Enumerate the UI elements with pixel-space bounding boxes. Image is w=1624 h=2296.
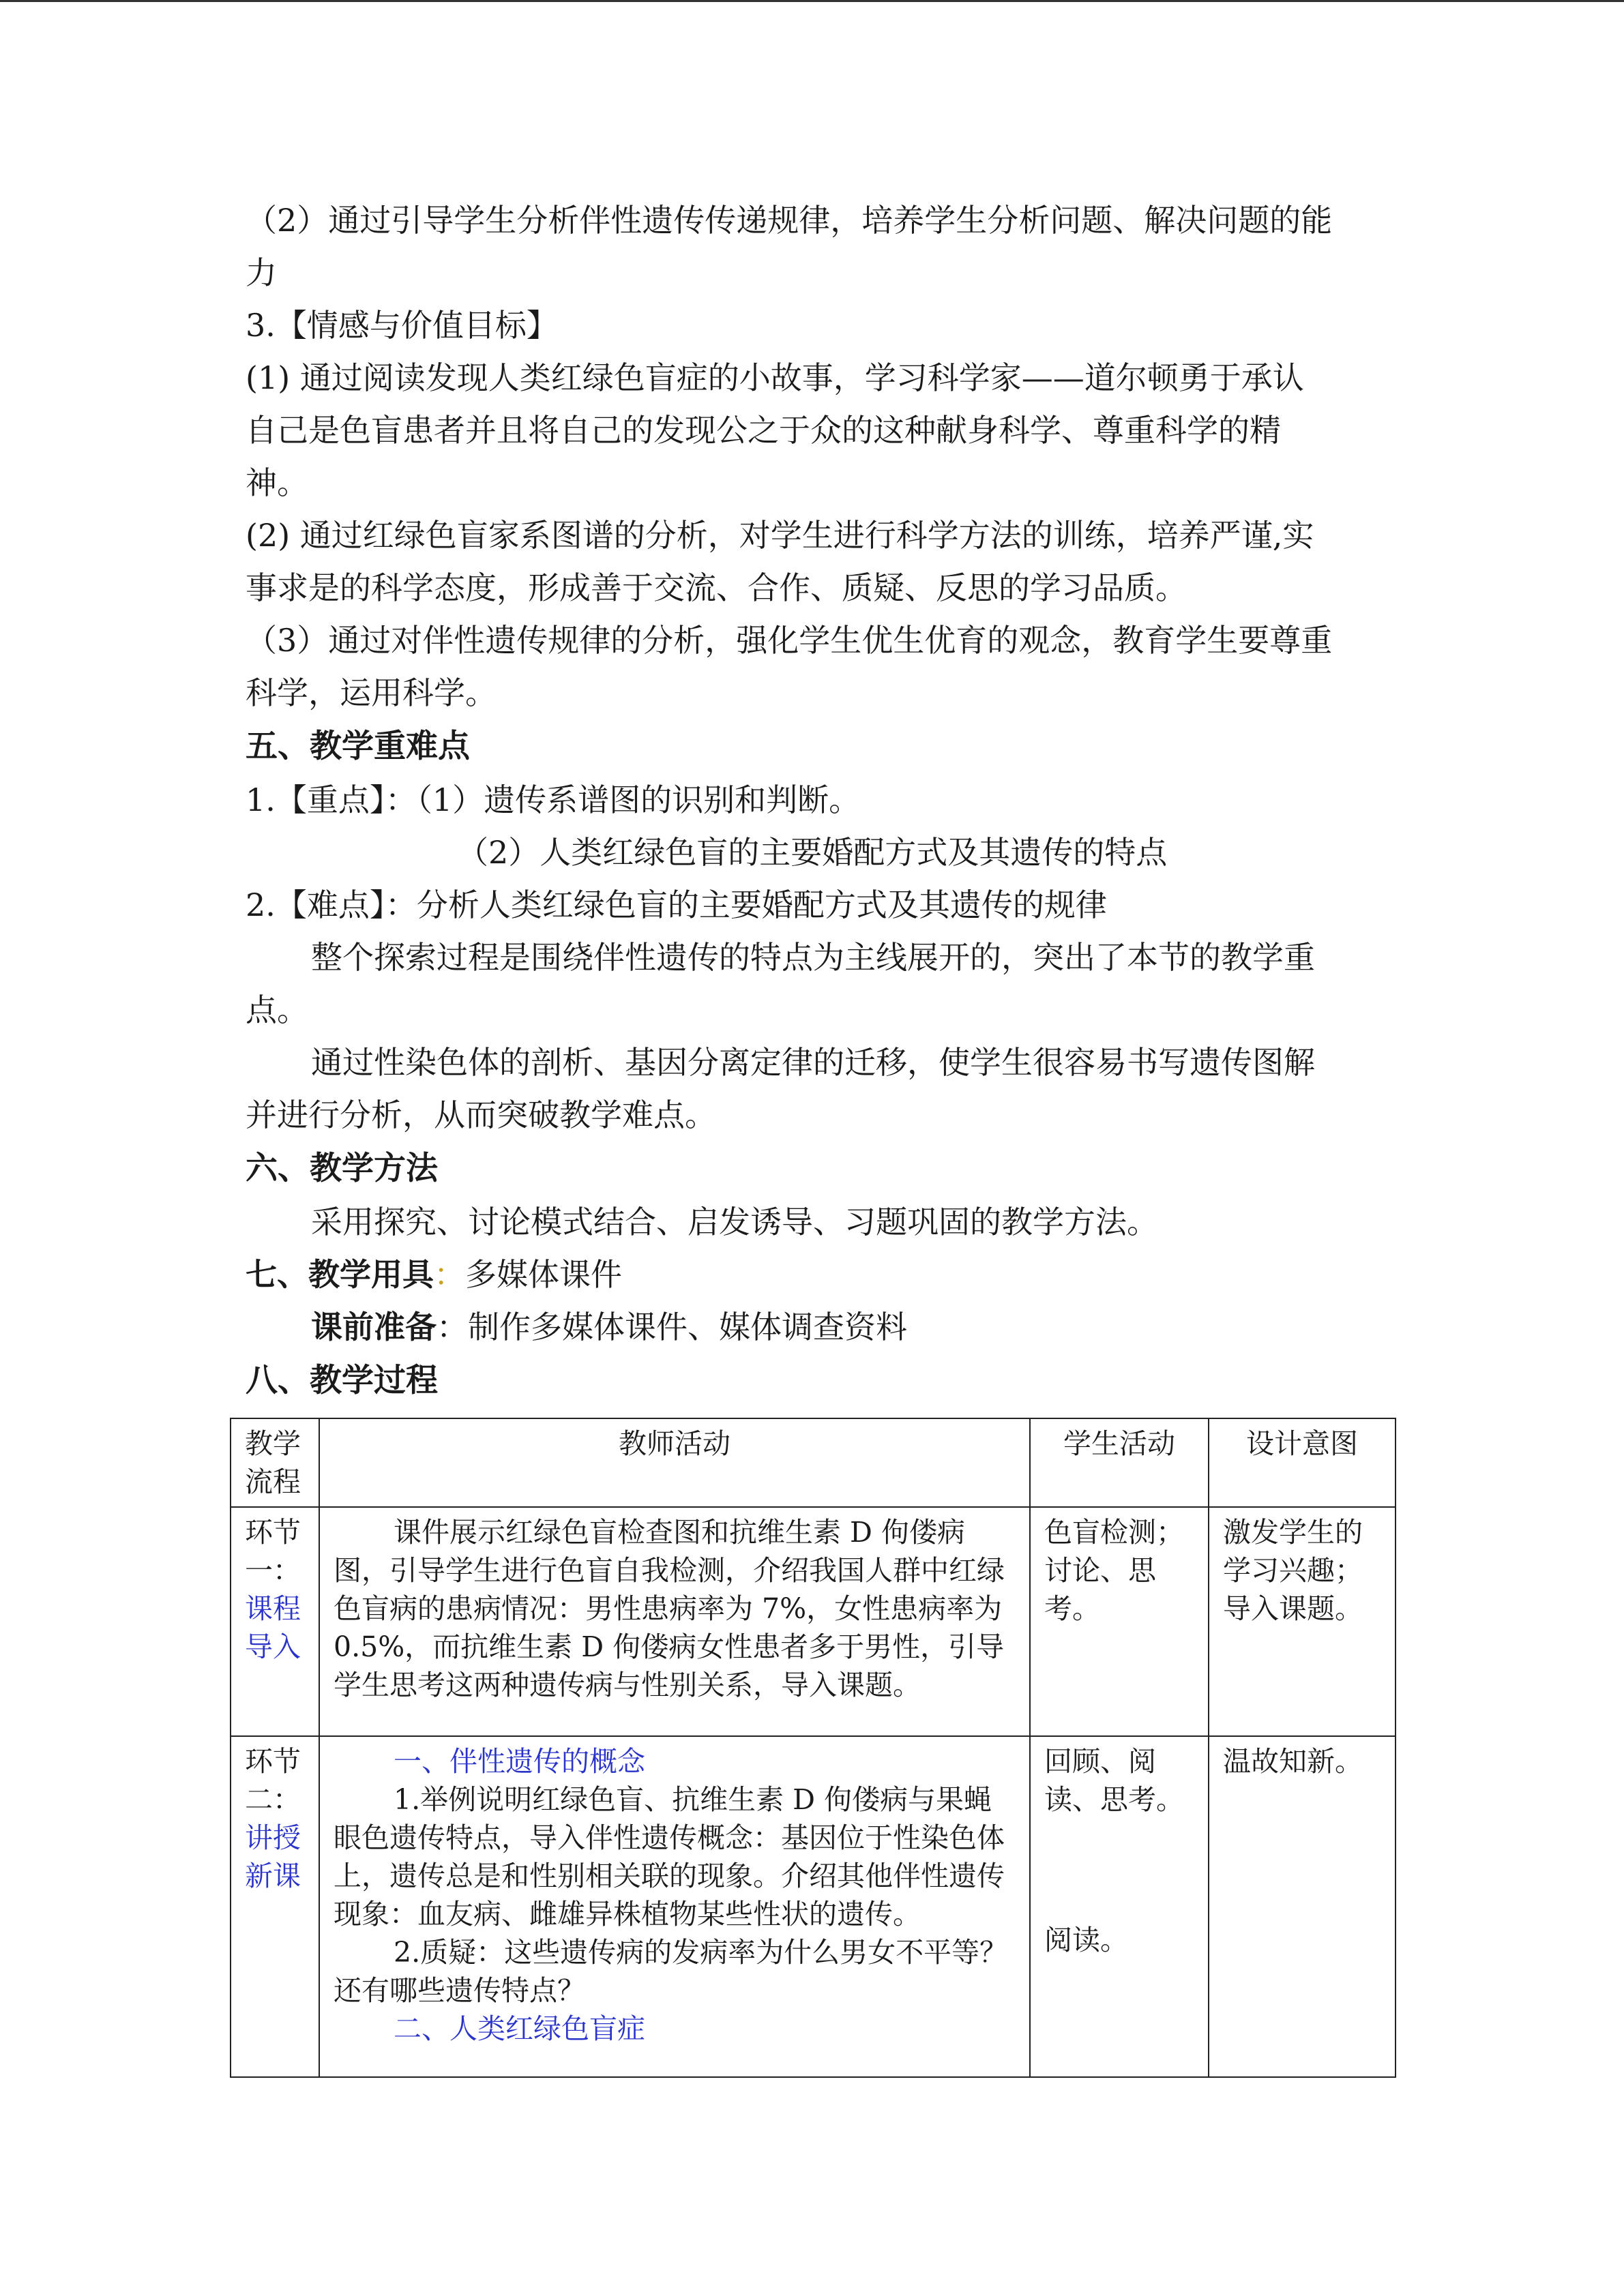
difficult-point: 2.【难点】：分析人类红绿色盲的主要婚配方式及其遗传的规律 (246, 886, 1107, 923)
section-7-separator: ： (434, 1256, 465, 1293)
teaching-process-table (230, 1418, 1396, 2078)
stage-name: 课程导入 (245, 1592, 301, 1663)
top-border-line (0, 0, 1624, 2)
design-intent-cell: 激发学生的学习兴趣；导入课题。 (1209, 1507, 1396, 1736)
teacher-activity-cell (319, 1507, 1030, 1736)
stage-cell (231, 1507, 319, 1736)
explore-paragraph-line2: 点。 (246, 992, 308, 1028)
analysis-paragraph-line2: 并进行分析，从而突破教学难点。 (246, 1097, 716, 1133)
header-student-activity: 学生活动 (1030, 1418, 1209, 1507)
ability-goal-2-line1: （2）通过引导学生分析伴性遗传传递规律，培养学生分析问题、解决问题的能 (246, 202, 1333, 239)
student-reading-text: 阅读。 (1044, 1924, 1128, 1956)
preparation-text: ：制作多媒体课件、媒体调查资料 (437, 1309, 907, 1345)
student-activity-text: 回顾、阅读、思考。 (1044, 1745, 1184, 1816)
concept-paragraph: 1.举例说明红绿色盲、抗维生素 D 佝偻病与果蝇眼色遗传特点，导入伴性遗传概念：基因位于性染色体上，遗传总是和性别相关联的现象。介绍其他伴性遗传现象：血友病、雌雄异株植物某些性状的遗传。 (334, 1783, 1005, 1930)
teaching-method-text: 采用探究、讨论模式结合、启发诱导、习题巩固的教学方法。 (311, 1204, 1158, 1240)
emotion-goal-heading: 3.【情感与价值目标】 (246, 307, 558, 344)
student-activity-cell (1030, 1736, 1209, 2077)
teaching-tools-text: 多媒体课件 (465, 1256, 622, 1293)
key-point-1: 1.【重点】：（1）遗传系谱图的识别和判断。 (246, 781, 861, 818)
cell-spacer (1044, 1819, 1194, 1921)
teacher-activity-text: 课件展示红绿色盲检查图和抗维生素 D 佝偻病图，引导学生进行色盲自我检测，介绍我国人群中红绿色盲病的患病情况：男性患病率为 7%，女性患病率为 0.5%，而抗维生素 D 佝偻病女性患者多于男性，引导学生思考这两种遗传病与性别关系，导入课题。 (334, 1516, 1005, 1701)
student-activity-cell: 色盲检测；讨论、思考。 (1030, 1507, 1209, 1736)
colorblind-heading: 二、人类红绿色盲症 (394, 2012, 645, 2045)
emotion-goal-1-line2: 自己是色盲患者并且将自己的发现公之于众的这种献身科学、尊重科学的精 (246, 412, 1281, 449)
analysis-paragraph-line1: 通过性染色体的剖析、基因分离定律的迁移，使学生很容易书写遗传图解 (311, 1044, 1315, 1081)
key-point-2: （2）人类红绿色盲的主要婚配方式及其遗传的特点 (457, 834, 1168, 871)
section-8-heading: 八、教学过程 (246, 1362, 438, 1399)
section-5-heading: 五、教学重难点 (246, 728, 470, 765)
emotion-goal-1-line3: 神。 (246, 464, 308, 501)
emotion-goal-1-line1: (1) 通过阅读发现人类红绿色盲症的小故事，学习科学家——道尔顿勇于承认 (246, 359, 1304, 396)
header-teacher-activity: 教师活动 (319, 1418, 1030, 1507)
header-stage: 教学流程 (231, 1418, 319, 1507)
table-row (231, 1736, 1396, 2077)
question-paragraph: 2.质疑：这些遗传病的发病率为什么男女不平等？还有哪些遗传特点？ (334, 1936, 1008, 2007)
emotion-goal-2-line2: 事求是的科学态度，形成善于交流、合作、质疑、反思的学习品质。 (246, 569, 1187, 606)
preparation-label: 课前准备 (311, 1309, 437, 1345)
design-intent-cell: 温故知新。 (1209, 1736, 1396, 2077)
section-7-heading: 七、教学用具 (246, 1256, 434, 1293)
preparation-line (246, 1301, 1391, 1354)
table-header-row (231, 1418, 1396, 1507)
stage-cell (231, 1736, 319, 2077)
emotion-goal-3-line2: 科学，运用科学。 (246, 674, 497, 711)
header-design-intent: 设计意图 (1209, 1418, 1396, 1507)
table-row (231, 1507, 1396, 1736)
stage-name: 讲授新课 (245, 1821, 301, 1892)
ability-goal-2-line2: 力 (246, 254, 277, 291)
stage-label: 环节一： (245, 1516, 301, 1587)
stage-label: 环节二： (245, 1745, 301, 1816)
concept-heading: 一、伴性遗传的概念 (394, 1745, 645, 1778)
section-6-heading: 六、教学方法 (246, 1150, 438, 1187)
teacher-activity-cell (319, 1736, 1030, 2077)
emotion-goal-2-line1: (2) 通过红绿色盲家系图谱的分析，对学生进行科学方法的训练，培养严谨,实 (246, 517, 1314, 554)
emotion-goal-3-line1: （3）通过对伴性遗传规律的分析，强化学生优生优育的观念，教育学生要尊重 (246, 622, 1333, 659)
section-7-line (246, 1249, 1391, 1301)
document-body (246, 194, 1391, 1408)
explore-paragraph-line1: 整个探索过程是围绕伴性遗传的特点为主线展开的，突出了本节的教学重 (311, 939, 1315, 976)
